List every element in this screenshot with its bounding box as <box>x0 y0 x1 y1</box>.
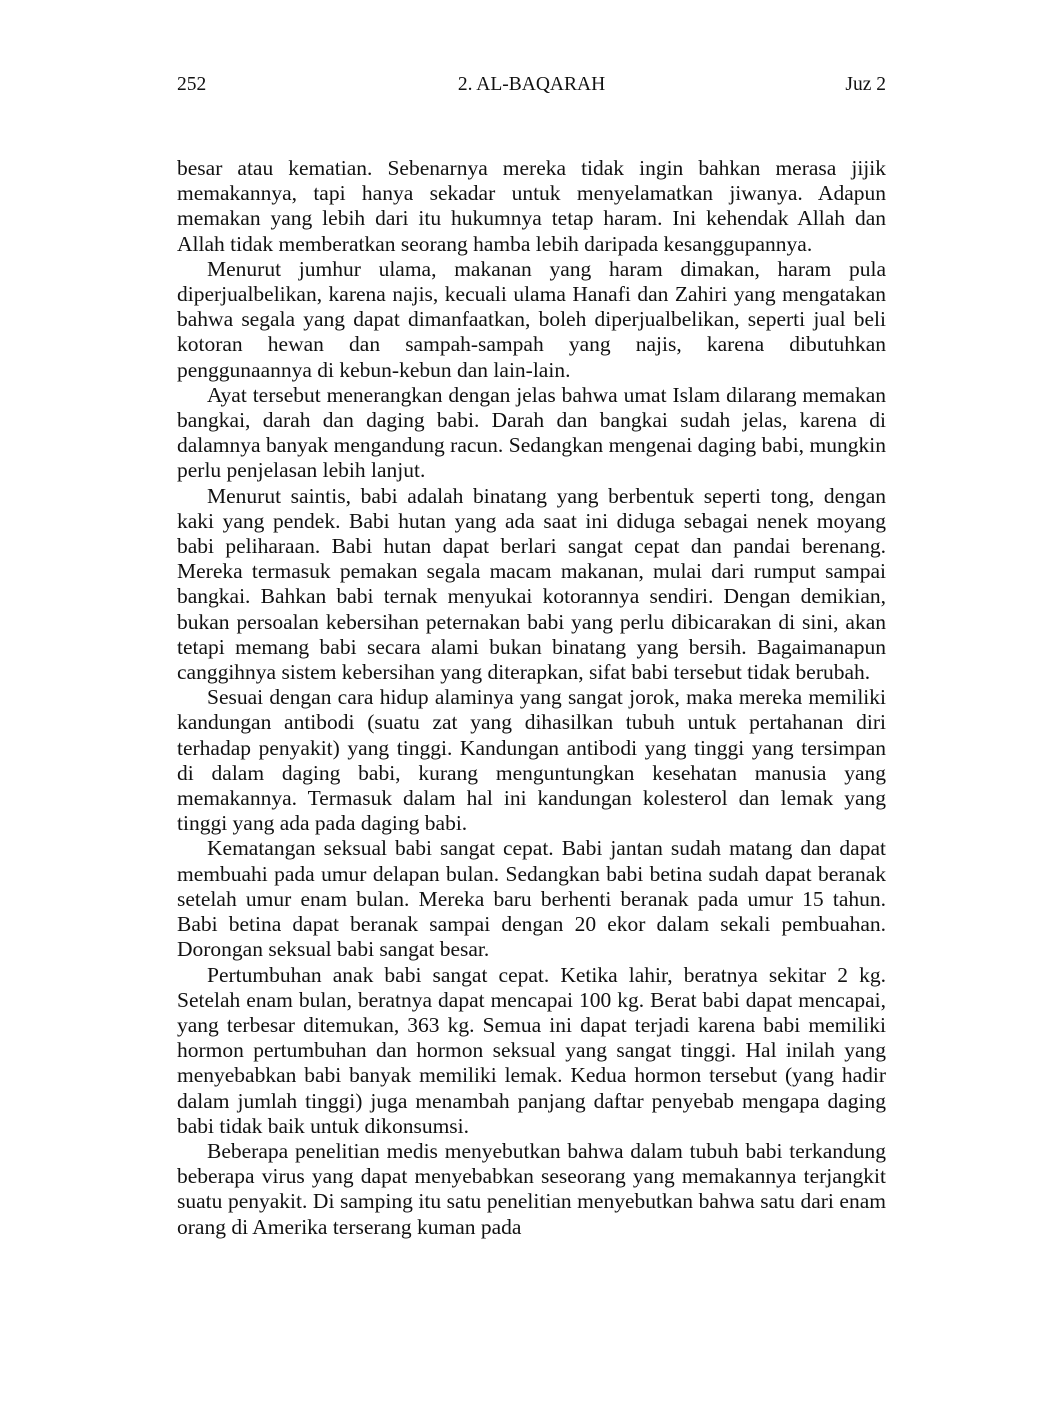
paragraph: Ayat tersebut menerangkan dengan jelas bahwa umat Islam dilarang memakan bangkai, darah dan daging babi. Darah dan bangkai sudah jelas, karena di dalamnya banyak mengandung racun. Sedangkan mengenai daging babi, mungkin perlu penjelasan lebih lanjut. <box>177 382 886 483</box>
running-header <box>177 72 886 98</box>
paragraph-continued: besar atau kematian. Sebenarnya mereka tidak ingin bahkan merasa jijik memakannya, tapi hanya sekadar untuk menyelamatkan jiwanya. Adapun memakan yang lebih dari itu hukumnya tetap haram. Ini kehendak Allah dan Allah tidak memberatkan seorang hamba lebih daripada kesanggupannya. <box>177 156 886 256</box>
paragraph: Beberapa penelitian medis menyebutkan bahwa dalam tubuh babi terkandung beberapa virus yang dapat menyebabkan seseorang yang memakannya terjangkit suatu penyakit. Di samping itu satu penelitian menyebutkan bahwa satu dari enam orang di Amerika terserang kuman pada <box>177 1138 886 1239</box>
paragraph: Kematangan seksual babi sangat cepat. Babi jantan sudah matang dan dapat membuahi pada umur delapan bulan. Sedangkan babi betina sudah dapat beranak setelah umur enam bulan. Mereka baru berhenti beranak pada umur 15 tahun. Babi betina dapat beranak sampai dengan 20 ekor dalam sekali pembuahan. Dorongan seksual babi sangat besar. <box>177 836 886 962</box>
paragraph: Sesuai dengan cara hidup alaminya yang sangat jorok, maka mereka memiliki kandungan antibodi (suatu zat yang dihasilkan tubuh untuk pertahanan diri terhadap penyakit) yang tinggi. Kandungan antibodi yang tinggi yang tersimpan di dalam daging babi, kurang menguntungkan kesehatan manusia yang memakannya. Termasuk dalam hal ini kandungan kolesterol dan lemak yang tinggi yang ada pada daging babi. <box>177 685 886 836</box>
paragraph: Menurut jumhur ulama, makanan yang haram dimakan, haram pula diperjualbelikan, karena najis, kecuali ulama Hanafi dan Zahiri yang mengatakan bahwa segala yang dapat dimanfaatkan, boleh diperjualbelikan, seperti jual beli kotoran hewan dan sampah-sampah yang najis, karena dibutuhkan penggunaannya di kebun-kebun dan lain-lain. <box>177 256 886 382</box>
chapter-title: 2. AL-BAQARAH <box>457 74 606 95</box>
paragraph: Pertumbuhan anak babi sangat cepat. Ketika lahir, beratnya sekitar 2 kg. Setelah enam bulan, beratnya dapat mencapai 100 kg. Berat babi dapat mencapai, yang terbesar ditemukan, 363 kg. Semua ini dapat terjadi karena babi memiliki hormon pertumbuhan dan hormon seksual yang sangat tinggi. Hal inilah yang menyebabkan babi banyak memiliki lemak. Kedua hormon tersebut (yang hadir dalam jumlah tinggi) juga menambah panjang daftar penyebab mengapa daging babi tidak baik untuk dikonsumsi. <box>177 962 886 1138</box>
paragraph: Menurut saintis, babi adalah binatang yang berbentuk seperti tong, dengan kaki yang pendek. Babi hutan yang ada saat ini diduga sebagai nenek moyang babi peliharaan. Babi hutan dapat berlari sangat cepat dan pandai berenang. Mereka termasuk pemakan segala macam makanan, mulai dari rumput sampai bangkai. Bahkan babi ternak menyukai kotorannya sendiri. Dengan demikian, bukan persoalan kebersihan peternakan babi yang perlu dibicarakan di sini, akan tetapi memang babi secara alami bukan binatang yang bersih. Bagaimanapun canggihnya sistem kebersihan yang diterapkan, sifat babi tersebut tidak berubah. <box>177 483 886 685</box>
juz-label: Juz 2 <box>845 74 886 95</box>
page-number: 252 <box>177 74 207 95</box>
body-text <box>177 156 886 1240</box>
